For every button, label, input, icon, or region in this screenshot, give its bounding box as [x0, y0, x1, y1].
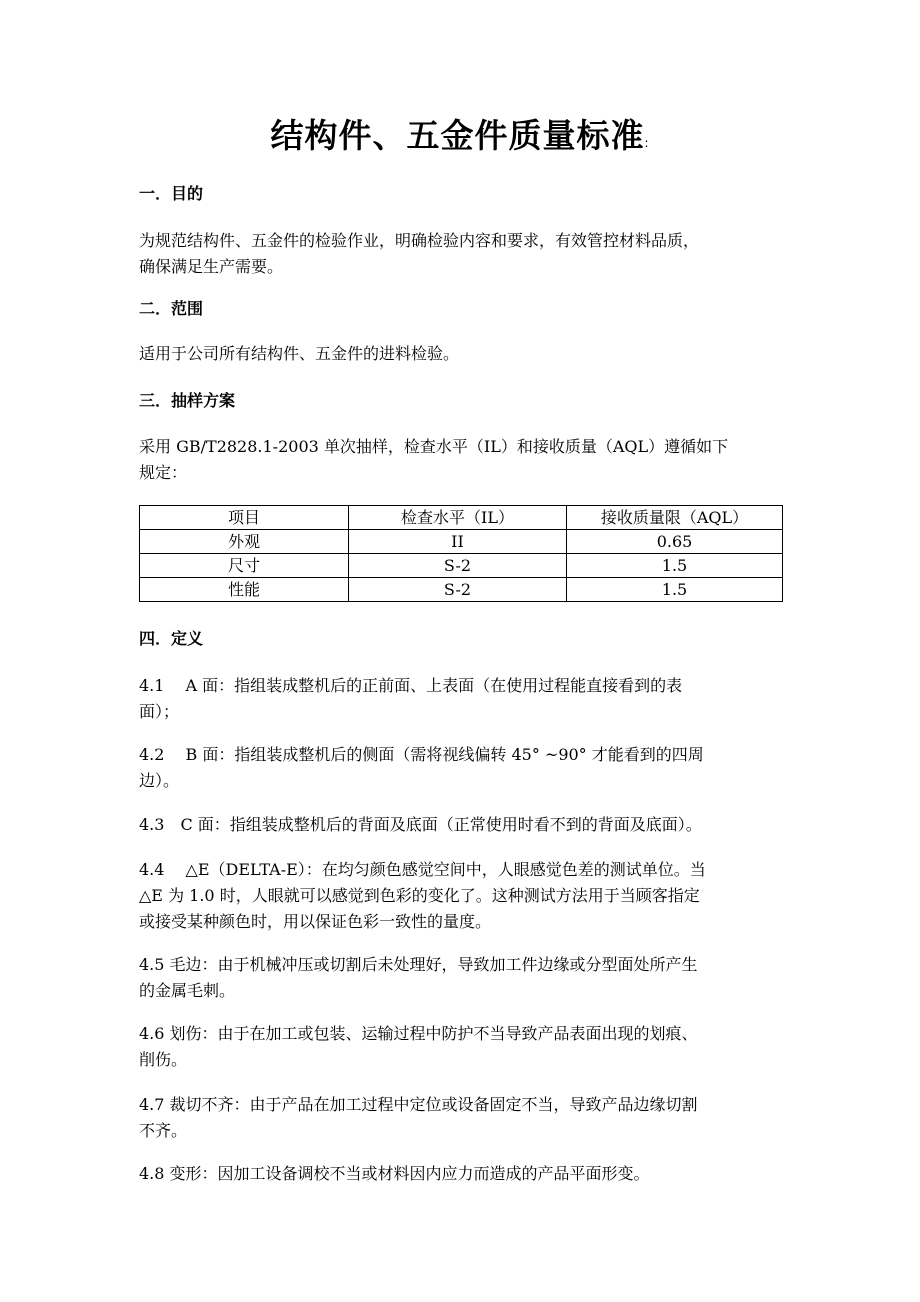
table-cell: 0.65 [567, 530, 783, 554]
table-cell: S-2 [349, 578, 567, 602]
page-title [0, 110, 920, 169]
table-header-cell: 项目 [140, 506, 349, 530]
definition-item: 4.1 A 面：指组装成整机后的正前面、上表面（在使用过程能直接看到的表 面）； [139, 676, 683, 721]
definition-item: 4.4 △E（DELTA-E）：在均匀颜色感觉空间中，人眼感觉色差的测试单位。当 △E 为 1.0 时，人眼就可以感觉到色彩的变化了。这种测试方法用于当顾客指定 或接受某种颜色时，用以保证色彩一致性的量度。 [139, 860, 706, 931]
table-row [140, 530, 783, 554]
table-cell: S-2 [349, 554, 567, 578]
table-header-cell: 接收质量限（AQL） [567, 506, 783, 530]
table-cell: 性能 [140, 578, 349, 602]
sampling-table [139, 505, 783, 602]
section-heading-scope: 二．范围 [139, 299, 204, 318]
definition-item: 4.3 C 面：指组装成整机后的背面及底面（正常使用时看不到的背面及底面）。 [139, 815, 702, 834]
definition-item: 4.7 裁切不齐：由于产品在加工过程中定位或设备固定不当，导致产品边缘切割 不齐。 [139, 1095, 698, 1140]
table-header-cell: 检查水平（IL） [349, 506, 567, 530]
table-cell: II [349, 530, 567, 554]
section-heading-definitions: 四．定义 [139, 629, 204, 648]
title-mark: : [644, 136, 650, 150]
table-cell: 尺寸 [140, 554, 349, 578]
table-header-row [140, 506, 783, 530]
sampling-text: 采用 GB/T2828.1-2003 单次抽样，检查水平（IL）和接收质量（AQL）遵循如下 规定： [139, 437, 729, 482]
definition-item: 4.8 变形：因加工设备调校不当或材料因内应力而造成的产品平面形变。 [139, 1164, 650, 1183]
definition-item: 4.2 B 面：指组装成整机后的侧面（需将视线偏转 45° ~90° 才能看到的四周 边）。 [139, 745, 704, 790]
table-cell: 1.5 [567, 554, 783, 578]
table-cell: 外观 [140, 530, 349, 554]
definition-item: 4.5 毛边：由于机械冲压或切割后未处理好，导致加工件边缘或分型面处所产生 的金属毛刺。 [139, 955, 698, 1000]
table-cell: 1.5 [567, 578, 783, 602]
scope-text: 适用于公司所有结构件、五金件的进料检验。 [139, 344, 460, 363]
purpose-text: 为规范结构件、五金件的检验作业，明确检验内容和要求，有效管控材料品质， 确保满足生产需要。 [139, 231, 700, 276]
section-heading-sampling: 三．抽样方案 [139, 391, 236, 410]
table-row [140, 578, 783, 602]
section-heading-purpose: 一．目的 [139, 184, 204, 203]
definition-item: 4.6 划伤：由于在加工或包装、运输过程中防护不当导致产品表面出现的划痕、 削伤。 [139, 1024, 698, 1069]
table-row [140, 554, 783, 578]
title-text: 结构件、五金件质量标准 [270, 116, 645, 155]
